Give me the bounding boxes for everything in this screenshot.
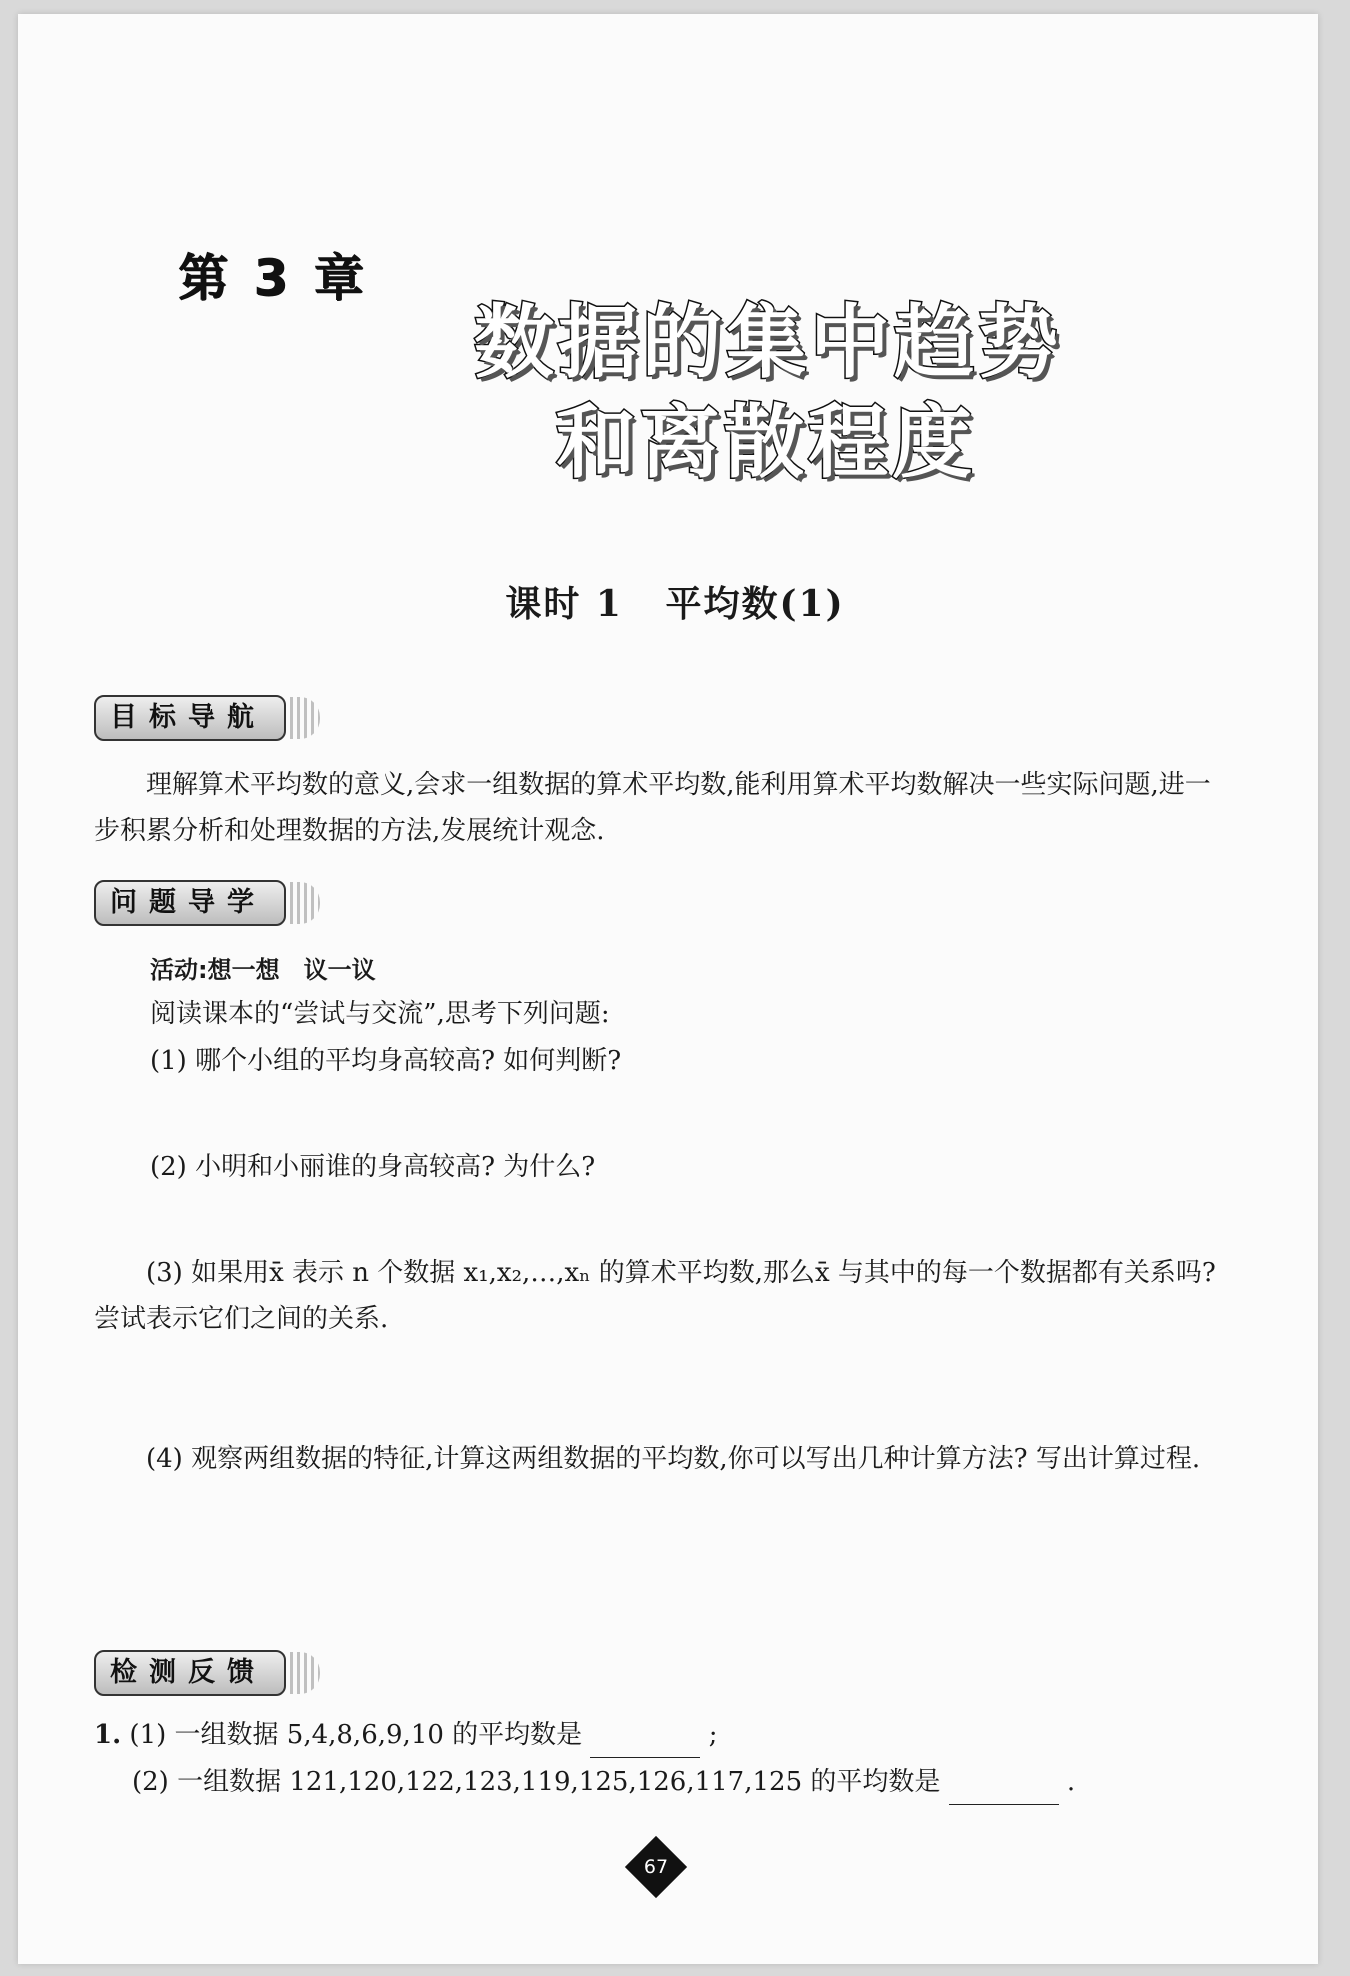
tag-decoration <box>290 697 320 739</box>
exercise-1-2-text: (2) 一组数据 121,120,122,123,119,125,126,117,125 的平均数是 <box>132 1767 941 1797</box>
goal-text: 理解算术平均数的意义,会求一组数据的算术平均数,能利用算术平均数解决一些实际问题,进一步积累分析和处理数据的方法,发展统计观念. <box>94 770 1211 846</box>
section-tag-guide <box>94 880 320 926</box>
section-tag-feedback-label: 检测反馈 <box>94 1650 286 1696</box>
question-4: (4) 观察两组数据的特征,计算这两组数据的平均数,你可以写出几种计算方法? 写出计算过程. <box>146 1444 1201 1474</box>
tag-decoration <box>290 882 320 924</box>
section-tag-goal <box>94 695 320 741</box>
lesson-name: 平均数(1) <box>665 583 845 625</box>
page-number: 67 <box>643 1856 669 1878</box>
tag-decoration <box>290 1652 320 1694</box>
answer-blank-1[interactable] <box>590 1727 700 1758</box>
activity-heading: 活动:想一想 议一议 <box>150 956 376 984</box>
exercise-1-2-end: . <box>1066 1767 1076 1797</box>
question-3: (3) 如果用x̄ 表示 n 个数据 x₁,x₂,…,xₙ 的算术平均数,那么x̄ 与其中的每一个数据都有关系吗? 尝试表示它们之间的关系. <box>94 1258 1216 1334</box>
exercise-1-1-text: (1) 一组数据 5,4,8,6,9,10 的平均数是 <box>129 1720 583 1750</box>
chapter-title-line2: 和离散程度 <box>556 396 976 489</box>
exercise-1-part-1 <box>94 1712 717 1758</box>
chapter-title-line1: 数据的集中趋势 <box>474 296 1062 389</box>
lesson-number: 课时 1 <box>505 583 623 625</box>
answer-blank-2[interactable] <box>949 1774 1059 1805</box>
question-2: (2) 小明和小丽谁的身高较高? 为什么? <box>150 1152 596 1182</box>
exercise-1-1-end: ; <box>708 1720 718 1750</box>
question-1: (1) 哪个小组的平均身高较高? 如何判断? <box>150 1046 622 1076</box>
chapter-label: 第 3 章 <box>178 249 368 307</box>
section-tag-goal-label: 目标导航 <box>94 695 286 741</box>
section-tag-guide-label: 问题导学 <box>94 880 286 926</box>
guide-intro: 阅读课本的“尝试与交流”,思考下列问题: <box>150 999 610 1029</box>
exercise-number: 1. <box>94 1720 122 1750</box>
lesson-title <box>0 576 1350 627</box>
exercise-1-part-2 <box>132 1759 1075 1805</box>
section-tag-feedback <box>94 1650 320 1696</box>
